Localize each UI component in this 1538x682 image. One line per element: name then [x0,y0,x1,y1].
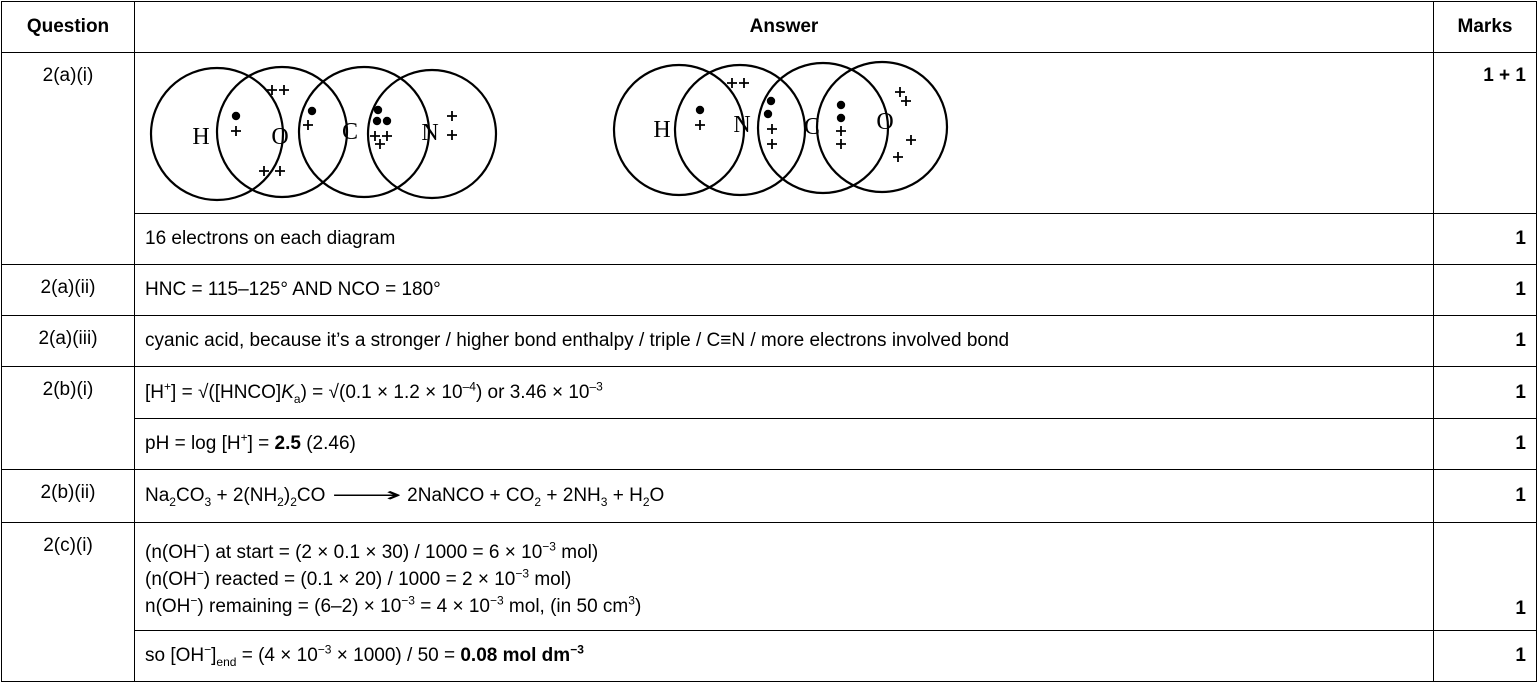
calc-line: n(OH−) remaining = $(6-2) \times 10^{-3} = 4 \times 10^{-3}$ mol, (in 50 $cm^3$) [145,593,642,617]
marks-cell: 1 [1434,265,1537,316]
header-marks: Marks [1434,2,1537,53]
answer-cell [135,523,1434,631]
calc-line: (n(OH−) at start = $(2 \times 0.1 \times 30) / 1000 = 6 \times 10^{-3}$ mol) [145,539,599,563]
table-row [2,523,1537,631]
atom-symbol: C [803,114,821,140]
table-row [2,367,1537,419]
marks-cell: 1 [1434,470,1537,523]
atom-symbol: O [876,109,894,135]
table-row [2,631,1537,682]
atom-symbol: N [421,120,439,146]
question-label: 2(b)(ii) [2,470,135,523]
atom-circle-h [614,65,744,195]
table-row [2,265,1537,316]
question-label: 2(a)(iii) [2,316,135,367]
answer-cell: 16 electrons on each diagram [135,214,1434,265]
atom-symbol: O [271,124,289,150]
header-question: Question [2,2,135,53]
marks-cell: 1 [1434,316,1537,367]
table-row [2,419,1537,470]
electron-dots [232,97,845,125]
mark-scheme-table [1,1,1537,682]
header-row [2,2,1537,53]
answer-cell: pH = log [H+] = 2.5 (2.46) [135,419,1434,470]
table-row [2,470,1537,523]
answer-cell: HNC = 115–125° AND NCO = 180° [135,265,1434,316]
answer-cell-diagrams [135,53,1434,214]
marks-cell: 1 [1434,419,1537,470]
answer-cell: $[H^+] = √([HNCO]K_a) = √(0.1 \times 1.2 \times 10^{-4})$ or $3.46 \times 10^{-3}$ [135,367,1434,419]
atom-circle-c [758,63,888,193]
atom-symbol: C [341,119,359,145]
marks-cell: 1 + 1 [1434,53,1537,214]
calc-line: (n(OH−) reacted = $(0.1 \times 20) / 1000 = 2 \times 10^{-3}$ mol) [145,566,572,590]
answer-cell: cyanic acid, because it’s a stronger / higher bond enthalpy / triple / C≡N / more electrons involved bond [135,316,1434,367]
header-answer: Answer [135,2,1434,53]
table-row [2,53,1537,214]
answer-cell: so $[OH^-]_{end} = (4 \times 10^{-3} \times 1000) / 50 = 0.08$ mol $dm^{-3}$ [135,631,1434,682]
dot-cross-diagrams [135,53,1434,207]
marks-cell: 1 [1434,367,1537,419]
atom-symbol: H [192,124,210,150]
answer-cell: $Na_2CO_3 + 2(NH_2)_2CO$ ⟶ 2NaNCO + $CO_2 + 2NH_3 + H_2O$ [135,470,1434,523]
atom-symbol: H [653,117,671,143]
marks-cell: 1 [1434,631,1537,682]
table-row [2,316,1537,367]
atom-circle-c [299,67,429,197]
question-label: 2(b)(i) [2,367,135,470]
table-row [2,214,1537,265]
marks-cell: 1 [1434,523,1537,631]
atom-symbol: N [733,112,751,138]
question-label: 2(a)(i) [2,53,135,265]
question-label: 2(c)(i) [2,523,135,682]
question-label: 2(a)(ii) [2,265,135,316]
marks-cell: 1 [1434,214,1537,265]
reaction-arrow-icon: ⟶ [330,485,402,506]
